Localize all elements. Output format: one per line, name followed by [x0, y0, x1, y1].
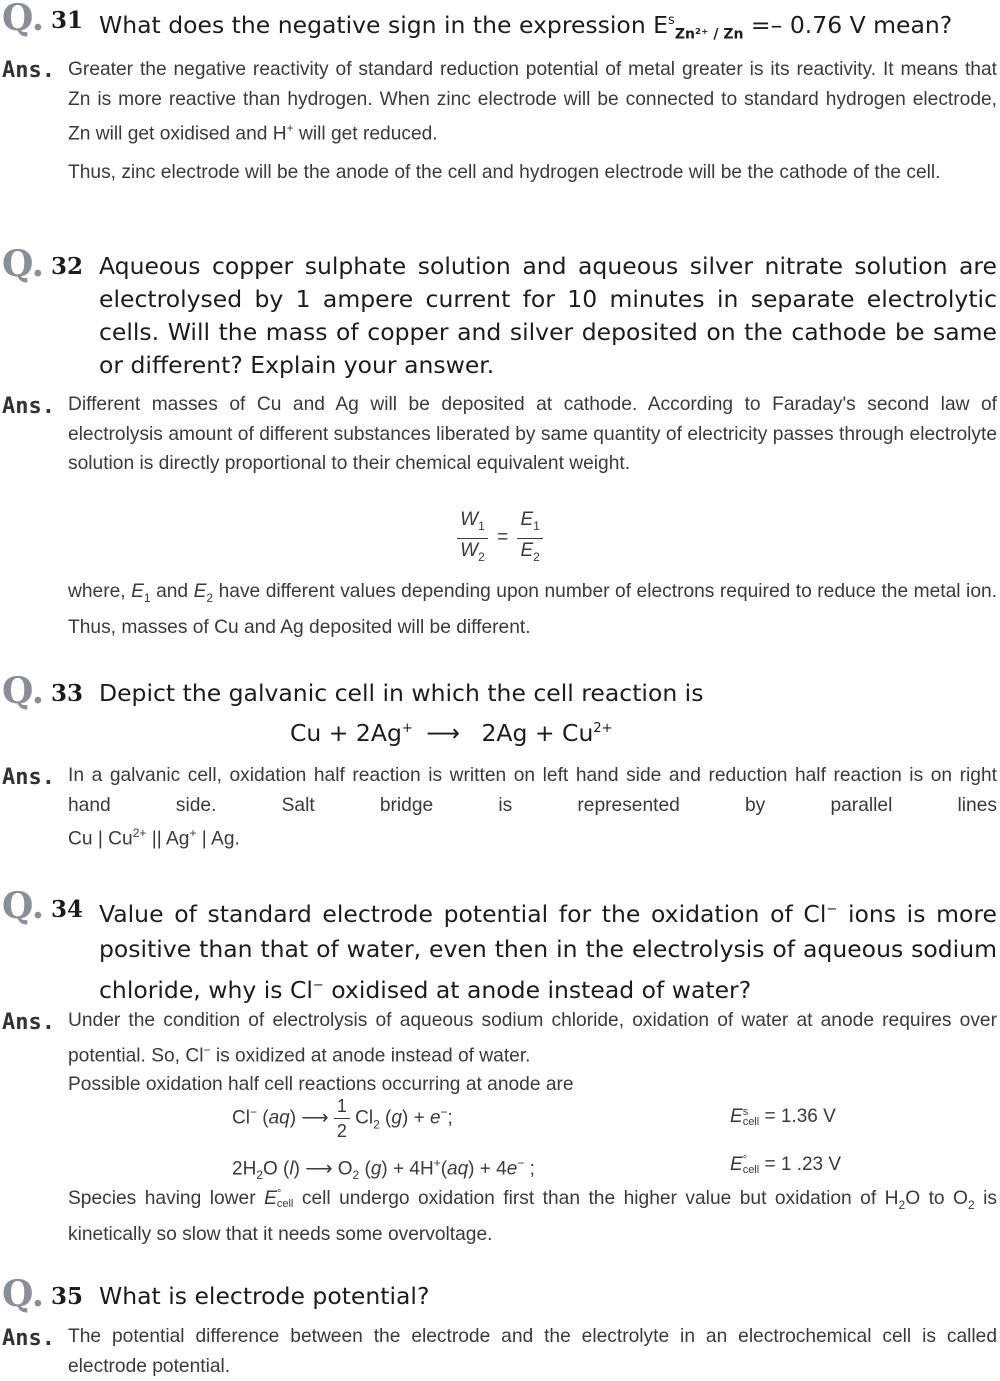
answer-paragraph: Species having lower E ° cell cell undergo oxidation first than the higher value but oxidation of $H_2O$ to $O_2$ is kinetically so slow that it needs some overvoltage. [68, 1187, 997, 1246]
answer-paragraph: Greater the negative reactivity of standard reduction potential of metal greater is its reactivity. It means that Zn is more reactive than hydrogen. When zinc electrode will be connected to standard hydrogen electrode, Zn will get oxidised and H+ will get reduced. [68, 59, 997, 145]
answer-paragraph: In a galvanic cell, oxidation half reaction is written on left hand side and reduction half reaction is on right hand side. Salt bridge is represented by parallel lines [68, 765, 997, 816]
answer-paragraph: Different masses of Cu and Ag will be deposited at cathode. According to Faraday's second law of electrolysis amount of different substances liberated by same quantity of electricity passes through electrolyte solution is directly proportional to their chemical equivalent weight. [68, 394, 997, 474]
question-number: 33 [51, 680, 84, 707]
question-text: What does the negative sign in the expression $E^s_{Zn^{2+} / Zn} =- 0.76$ V mean? [99, 10, 953, 43]
anode-reaction-2-potential: E ° cell = 1 .23 V [730, 1153, 842, 1176]
question-text: What is electrode potential? [99, 1282, 430, 1310]
question-text: Depict the galvanic cell in which the cell reaction is [99, 679, 704, 707]
answer-35 [68, 1322, 997, 1381]
question-33 [2, 670, 997, 713]
question-35 [2, 1273, 997, 1316]
answer-paragraph: Possible oxidation half cell reactions occurring at anode are [68, 1074, 574, 1096]
answer-paragraph: Thus, zinc electrode will be the anode of the cell and hydrogen electrode will be the cathode of the cell. [68, 161, 941, 183]
answer-34 [68, 1006, 997, 1100]
answer-paragraph: The potential difference between the electrode and the electrolyte in an electrochemical cell is called electrode potential. [68, 1326, 997, 1377]
anode-reaction-1-potential: E s cell = 1.36 V [730, 1105, 836, 1128]
answer-33 [68, 761, 997, 820]
answer-31 [68, 55, 997, 187]
answer-32-continued [68, 577, 997, 643]
fraction-w: $\frac{W_1}{W_2}$ [457, 508, 488, 569]
cell-reaction: Cu + 2Ag+ ⟶ $2Ag + Cu^{2+}$ [290, 718, 613, 747]
anode-reaction-1: Cl− (aq) ⟶ $\frac{1}{2}$ $Cl_2$ (g) + e−; [232, 1096, 453, 1141]
answer-label: Ans. [2, 1326, 55, 1351]
question-marker: Q. [2, 670, 45, 712]
question-text: Aqueous copper sulphate solution and aqueous silver nitrate solution are electrolysed by 1 ampere current for 10 minutes in separate electrolytic cells. Will the mass of copper and silver deposited on the cathode be same or different? Explain your answer. [99, 252, 997, 379]
answer-label: Ans. [2, 1010, 55, 1035]
answer-label: Ans. [2, 394, 55, 419]
question-34 [2, 885, 997, 1004]
question-marker: Q. [2, 885, 45, 927]
answer-paragraph: where, $E_1$ and $E_2$ have different values depending upon number of electrons required to reduce the metal ion. Thus, masses of Cu and Ag deposited will be different. [68, 581, 997, 639]
faraday-ratio-equation: $\frac{W_1}{W_2}$ = $\frac{E_1}{E_2}$ [0, 508, 1000, 569]
answer-label: Ans. [2, 58, 55, 83]
question-text: Value of standard electrode potential for the oxidation of Cl− ions is more positive than that of water, even then in the electrolysis of aqueous sodium chloride, why is Cl− oxidised at anode instead of water? [99, 899, 997, 1004]
anode-reaction-2: $2H_2O$ (l) ⟶ $O_2$ (g) + 4H+(aq) + 4e− ; [232, 1156, 535, 1183]
answer-label: Ans. [2, 765, 55, 790]
cell-notation: Cu | $Cu^{2+}$ || Ag+ | Ag. [68, 826, 240, 850]
fraction-e: $\frac{E_1}{E_2}$ [517, 508, 542, 569]
answer-34-continued [68, 1184, 997, 1250]
answer-32 [68, 390, 997, 479]
question-number: 34 [51, 896, 84, 923]
answer-paragraph: Under the condition of electrolysis of aqueous sodium chloride, oxidation of water at anode requires over potential. So, Cl− is oxidized at anode instead of water. [68, 1010, 997, 1066]
question-32 [2, 243, 997, 382]
question-number: 35 [51, 1283, 84, 1310]
question-marker: Q. [2, 243, 45, 285]
question-marker: Q. [2, 1273, 45, 1315]
question-marker: Q. [2, 0, 45, 39]
question-31 [2, 0, 997, 43]
question-number: 32 [51, 253, 84, 280]
question-number: 31 [51, 7, 84, 34]
